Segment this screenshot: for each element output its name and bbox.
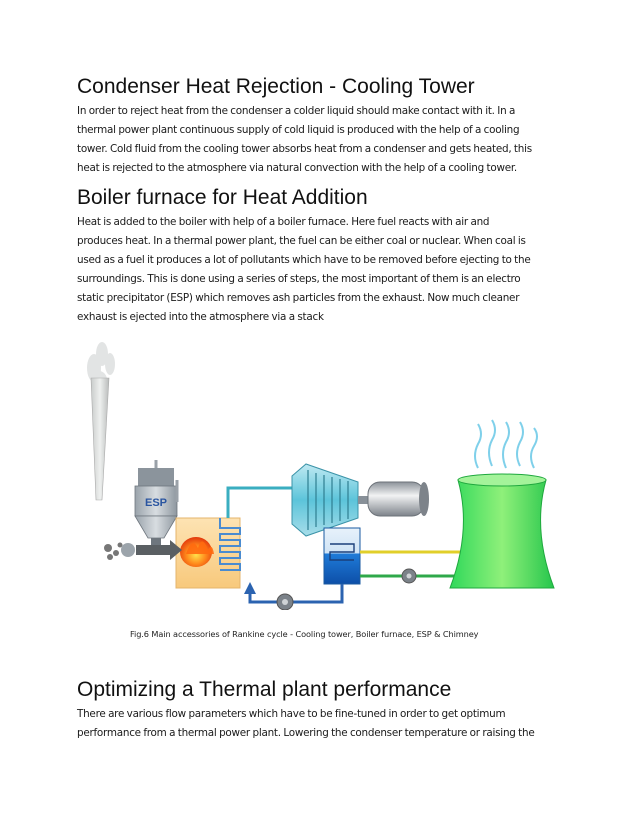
esp-label: ESP (144, 497, 168, 509)
text-line: Heat is added to the boiler with help of a boiler furnace. Here fuel reacts with air and (77, 216, 490, 228)
text-line: produces heat. In a thermal power plant, the fuel can be either coal or nuclear. When coal is (77, 235, 526, 247)
fuel-air-inlet-icon (104, 543, 135, 561)
text-line: heat is rejected to the atmosphere via natural convection with the help of a cooling tower. (77, 162, 517, 174)
text-line: performance from a thermal power plant. Lowering the condenser temperature or raising the (77, 727, 535, 739)
paragraph-cooling-tower (77, 102, 572, 178)
feedwater-pipe (250, 584, 342, 602)
esp-unit (135, 468, 177, 546)
cooling-tower (450, 480, 554, 588)
heading-boiler-furnace: Boiler furnace for Heat Addition (77, 186, 368, 209)
figure-caption: Fig.6 Main accessories of Rankine cycle - Cooling tower, Boiler furnace, ESP & Chimney (130, 629, 479, 639)
paragraph-optimizing-performance (77, 705, 572, 743)
heading-optimizing-performance: Optimizing a Thermal plant performance (77, 678, 452, 701)
steam-pipe (228, 488, 294, 518)
text-line: used as a fuel it produces a lot of pollutants which have to be removed before ejecting to the (77, 254, 531, 266)
text-line: surroundings. This is done using a series of steps, the most important of them is an electro (77, 273, 521, 285)
paragraph-boiler-furnace (77, 213, 572, 327)
fuel-arrow (136, 545, 170, 555)
turbine-shaft (358, 496, 368, 504)
rankine-cycle-figure (80, 340, 570, 610)
text-line: thermal power plant continuous supply of cold liquid is produced with the help of a cooling (77, 124, 520, 136)
heading-cooling-tower: Condenser Heat Rejection - Cooling Tower (77, 75, 475, 98)
text-line: In order to reject heat from the condenser a colder liquid should make contact with it. In a (77, 105, 516, 117)
vapor-icon (475, 420, 537, 468)
text-line: static precipitator (ESP) which removes ash particles from the exhaust. Now much cleaner (77, 292, 520, 304)
text-line: exhaust is ejected into the atmosphere via a stack (77, 311, 324, 323)
text-line: tower. Cold fluid from the cooling tower absorbs heat from a condenser and gets heated, this (77, 143, 532, 155)
generator (368, 482, 424, 516)
text-line: There are various flow parameters which have to be fine-tuned in order to get optimum (77, 708, 506, 720)
